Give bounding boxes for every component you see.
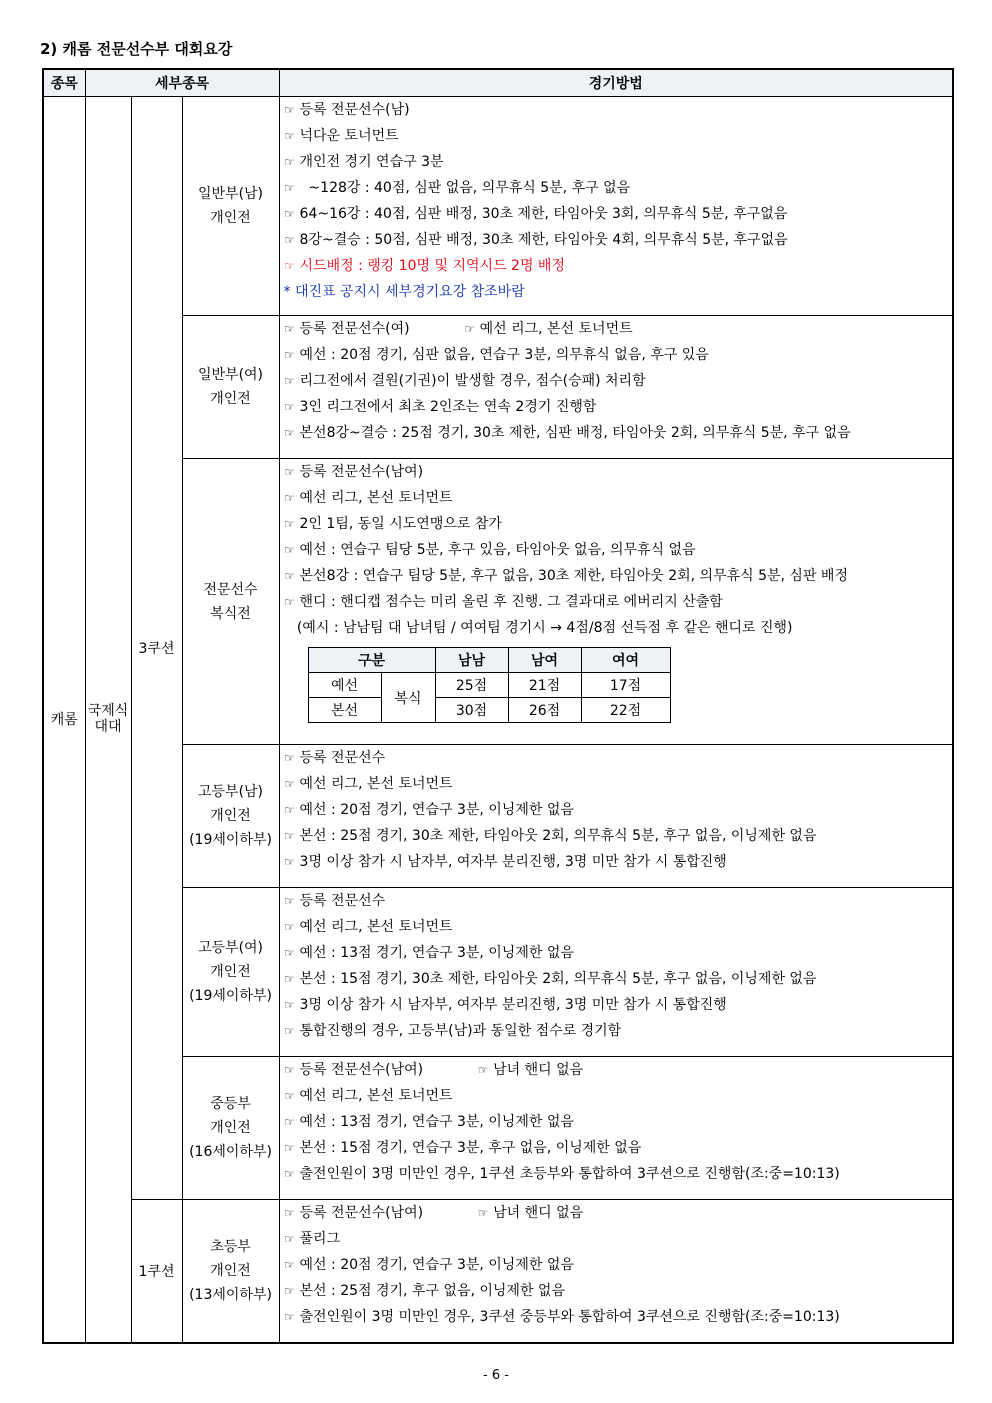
rule-text: 본선 : 25점 경기, 후구 없음, 이닝제한 없음 <box>299 1283 565 1299</box>
rules-cell <box>279 1057 953 1200</box>
rule-line <box>280 342 953 368</box>
rule-line <box>280 279 953 305</box>
rule-line <box>280 992 953 1018</box>
category-line: (13세이하부) <box>189 1286 272 1303</box>
handicap-value: 17점 <box>581 673 670 698</box>
pointer-hand-icon: ☞ <box>284 1115 295 1129</box>
pointer-hand-icon: ☞ <box>284 400 295 414</box>
pointer-hand-icon: ☞ <box>284 595 295 609</box>
pointer-hand-icon: ☞ <box>284 803 295 817</box>
pointer-hand-icon: ☞ <box>284 259 295 273</box>
rule-line <box>280 227 953 253</box>
pointer-hand-icon: ☞ <box>284 1232 295 1246</box>
handicap-header-cell: 구분 <box>308 648 435 673</box>
category-line: 개인전 <box>210 808 251 824</box>
pointer-hand-icon: ☞ <box>284 207 295 221</box>
pointer-hand-icon: ☞ <box>284 155 295 169</box>
pointer-hand-icon: ☞ <box>284 426 295 440</box>
category-cell <box>182 316 279 459</box>
pointer-hand-icon: ☞ <box>284 855 295 869</box>
rule-text: ~128강 : 40점, 심판 없음, 의무휴식 5분, 후구 없음 <box>299 180 631 196</box>
category-line: (19세이하부) <box>189 832 272 848</box>
rule-line <box>280 589 953 615</box>
pointer-hand-icon: ☞ <box>284 998 295 1012</box>
rule-line <box>280 1304 953 1330</box>
rule-line <box>280 849 953 875</box>
rule-line <box>280 459 953 485</box>
rule-row <box>43 97 953 316</box>
handicap-value: 25점 <box>435 673 508 698</box>
section-title: 2) 캐롬 전문선수부 대회요강 <box>40 40 233 58</box>
handicap-value: 21점 <box>508 673 581 698</box>
rule-text: 예선 : 20점 경기, 연습구 3분, 이닝제한 없음 <box>299 1257 574 1273</box>
rule-text: 예선 리그, 본선 토너먼트 <box>299 919 453 935</box>
handicap-row <box>308 673 670 698</box>
rule-text: 풀리그 <box>299 1231 341 1247</box>
rules-cell <box>279 459 953 745</box>
handicap-value: 26점 <box>508 698 581 723</box>
pointer-hand-icon: ☞ <box>284 1284 295 1298</box>
rule-text: 개인전 경기 연습구 3분 <box>299 154 444 170</box>
rule-line <box>280 537 953 563</box>
pointer-hand-icon: ☞ <box>284 1063 295 1077</box>
pointer-hand-icon: ☞ <box>284 103 295 117</box>
rule-text: 예선 리그, 본선 토너먼트 <box>299 490 453 506</box>
pointer-hand-icon: ☞ <box>284 569 295 583</box>
category-cell <box>182 888 279 1057</box>
rule-line <box>280 201 953 227</box>
rule-text: 본선8강~결승 : 25점 경기, 30초 제한, 심판 배정, 타임아웃 2회, 의무휴식 5분, 후구 없음 <box>299 425 851 441</box>
rule-text: * 대진표 공지시 세부경기요강 참조바람 <box>283 284 525 300</box>
category-line: 초등부 <box>210 1238 251 1255</box>
pointer-hand-icon: ☞ <box>284 751 295 765</box>
pointer-hand-icon: ☞ <box>284 894 295 908</box>
rule-text: 등록 전문선수(남여) <box>299 1062 424 1078</box>
pointer-hand-icon: ☞ <box>477 1063 489 1077</box>
rule-line <box>280 420 953 446</box>
rule-text: 본선 : 15점 경기, 연습구 3분, 후구 없음, 이닝제한 없음 <box>299 1140 642 1156</box>
rule-line <box>280 563 953 589</box>
pointer-hand-icon: ☞ <box>477 1206 489 1220</box>
rule-line <box>280 940 953 966</box>
pointer-hand-icon: ☞ <box>284 374 295 388</box>
rule-text: 예선 리그, 본선 토너먼트 <box>299 1088 453 1104</box>
rule-text: 예선 : 13점 경기, 연습구 3분, 이닝제한 없음 <box>299 1114 574 1130</box>
handicap-table <box>308 647 671 723</box>
page-number: - 6 - <box>483 1368 509 1383</box>
rule-text: 등록 전문선수(남여) <box>299 464 424 480</box>
rules-cell <box>279 888 953 1057</box>
rule-text: 통합진행의 경우, 고등부(남)과 동일한 점수로 경기함 <box>299 1023 622 1039</box>
rule-line <box>280 1057 953 1083</box>
rule-line <box>280 914 953 940</box>
category-line: 개인전 <box>210 1262 251 1279</box>
rule-line <box>280 511 953 537</box>
pointer-hand-icon: ☞ <box>284 829 295 843</box>
header-subevent: 세부종목 <box>85 69 279 97</box>
category-line: 개인전 <box>210 391 251 407</box>
rule-text: 넉다운 토너먼트 <box>299 128 399 144</box>
rule-line <box>280 1200 953 1226</box>
pointer-hand-icon: ☞ <box>284 1258 295 1272</box>
rule-line <box>280 1083 953 1109</box>
pointer-hand-icon: ☞ <box>284 1141 295 1155</box>
type-cell: 국제식 대대 <box>85 97 131 1343</box>
rule-line <box>280 797 953 823</box>
pointer-hand-icon: ☞ <box>284 1206 295 1220</box>
category-line: (19세이하부) <box>189 988 272 1004</box>
category-cell <box>182 1057 279 1200</box>
rule-line <box>280 966 953 992</box>
rule-text: 예선 : 20점 경기, 연습구 3분, 이닝제한 없음 <box>299 802 574 818</box>
pointer-hand-icon: ☞ <box>284 348 295 362</box>
pointer-hand-icon: ☞ <box>284 946 295 960</box>
rule-text: 8강~결승 : 50점, 심판 배정, 30초 제한, 타임아웃 4회, 의무휴식 5분, 후구없음 <box>299 232 788 248</box>
pointer-hand-icon: ☞ <box>284 322 295 336</box>
rule-text: 3명 이상 참가 시 남자부, 여자부 분리진행, 3명 미만 참가 시 통합진행 <box>299 854 727 870</box>
rule-text: 예선 리그, 본선 토너먼트 <box>299 776 453 792</box>
rule-line <box>280 771 953 797</box>
rule-line <box>280 253 953 279</box>
rule-text: 64~16강 : 40점, 심판 배정, 30초 제한, 타임아웃 3회, 의무휴식 5분, 후구없음 <box>299 206 788 222</box>
rule-row <box>43 1200 953 1343</box>
cushion-cell: 1쿠션 <box>131 1200 182 1343</box>
rule-line <box>280 1135 953 1161</box>
pointer-hand-icon: ☞ <box>284 1310 295 1324</box>
pointer-hand-icon: ☞ <box>284 777 295 791</box>
handicap-stage: 예선 <box>308 673 381 698</box>
rules-cell <box>279 97 953 316</box>
pointer-hand-icon: ☞ <box>284 233 295 247</box>
rule-text: 예선 : 20점 경기, 심판 없음, 연습구 3분, 의무휴식 없음, 후구 있음 <box>299 347 709 363</box>
rule-text: 등록 전문선수(남여) <box>299 1205 424 1221</box>
category-line: 일반부(남) <box>198 186 264 202</box>
category-line: 개인전 <box>210 1120 251 1136</box>
rule-text: 2인 1팀, 동일 시도연맹으로 참가 <box>299 516 502 532</box>
pointer-hand-icon: ☞ <box>284 1024 295 1038</box>
rule-line <box>280 1278 953 1304</box>
handicap-header-cell: 남남 <box>435 648 508 673</box>
rule-text: 예선 : 연습구 팀당 5분, 후구 있음, 타임아웃 없음, 의무휴식 없음 <box>299 542 696 558</box>
rule-text: 리그전에서 결원(기권)이 발생할 경우, 점수(승패) 처리함 <box>299 373 646 389</box>
rule-line <box>280 149 953 175</box>
category-line: 고등부(여) <box>198 940 264 956</box>
rule-line <box>280 97 953 123</box>
rule-text: 시드배정 : 랭킹 10명 및 지역시드 2명 배정 <box>299 258 565 274</box>
rule-line <box>280 823 953 849</box>
pointer-hand-icon: ☞ <box>284 920 295 934</box>
category-line: 전문선수 <box>203 581 258 598</box>
rule-line <box>280 1226 953 1252</box>
rules-table <box>42 68 954 1344</box>
rule-line <box>280 368 953 394</box>
handicap-stage: 본선 <box>308 698 381 723</box>
rule-text: 등록 전문선수(여) <box>299 321 410 337</box>
pointer-hand-icon: ☞ <box>284 181 295 195</box>
rule-extra-text: 남녀 핸디 없음 <box>493 1062 584 1078</box>
cushion-cell: 3쿠션 <box>131 97 182 1200</box>
rule-text: 출전인원이 3명 미만인 경우, 1쿠션 초등부와 통합하여 3쿠션으로 진행함(조:중=10:13) <box>299 1166 840 1182</box>
handicap-row <box>308 698 670 723</box>
pointer-hand-icon: ☞ <box>284 517 295 531</box>
rule-extra-text: 예선 리그, 본선 토너먼트 <box>479 321 633 337</box>
rules-cell <box>279 1200 953 1343</box>
rule-line <box>280 1109 953 1135</box>
rule-text: 3인 리그전에서 최초 2인조는 연속 2경기 진행함 <box>299 399 597 415</box>
rule-text: 본선 : 25점 경기, 30초 제한, 타임아웃 2회, 의무휴식 5분, 후구 없음, 이닝제한 없음 <box>299 828 817 844</box>
rule-line <box>280 745 953 771</box>
rule-text: 등록 전문선수(남) <box>299 102 410 118</box>
rule-text: (예시 : 남남팀 대 남녀팀 / 여여팀 경기시 → 4점/8점 선득점 후 같은 핸디로 진행) <box>283 620 793 636</box>
rule-text: 본선 : 15점 경기, 30초 제한, 타임아웃 2회, 의무휴식 5분, 후구 없음, 이닝제한 없음 <box>299 971 817 987</box>
pointer-hand-icon: ☞ <box>464 322 475 336</box>
category-line: 고등부(남) <box>198 784 264 800</box>
rule-line <box>280 1161 953 1187</box>
rule-text: 3명 이상 참가 시 남자부, 여자부 분리진행, 3명 미만 참가 시 통합진행 <box>299 997 727 1013</box>
category-cell <box>182 459 279 745</box>
rule-line <box>280 316 953 342</box>
rule-text: 예선 : 13점 경기, 연습구 3분, 이닝제한 없음 <box>299 945 574 961</box>
category-line: (16세이하부) <box>189 1144 272 1160</box>
rule-text: 본선8강 : 연습구 팀당 5분, 후구 없음, 30초 제한, 타임아웃 2회, 의무휴식 5분, 심판 배정 <box>299 568 848 584</box>
event-cell: 캐롬 <box>43 97 85 1343</box>
pointer-hand-icon: ☞ <box>284 543 295 557</box>
handicap-value: 30점 <box>435 698 508 723</box>
header-event: 종목 <box>43 69 85 97</box>
pointer-hand-icon: ☞ <box>284 1089 295 1103</box>
rule-line <box>280 1018 953 1044</box>
rule-line <box>280 615 953 641</box>
category-cell <box>182 1200 279 1343</box>
pointer-hand-icon: ☞ <box>284 972 295 986</box>
pointer-hand-icon: ☞ <box>284 129 295 143</box>
category-cell <box>182 97 279 316</box>
rule-text: 등록 전문선수 <box>299 750 386 766</box>
handicap-header-row <box>308 648 670 673</box>
category-cell <box>182 745 279 888</box>
category-line: 일반부(여) <box>198 367 264 383</box>
pointer-hand-icon: ☞ <box>284 465 295 479</box>
rule-text: 핸디 : 핸디캡 점수는 미리 올린 후 진행. 그 결과대로 에버리지 산출함 <box>299 594 723 610</box>
handicap-header-cell: 남여 <box>508 648 581 673</box>
rule-line <box>280 1252 953 1278</box>
rules-cell <box>279 316 953 459</box>
handicap-header-cell: 여여 <box>581 648 670 673</box>
category-line: 복식전 <box>210 605 251 622</box>
handicap-value: 22점 <box>581 698 670 723</box>
header-method: 경기방법 <box>279 69 953 97</box>
rule-line <box>280 888 953 914</box>
pointer-hand-icon: ☞ <box>284 491 295 505</box>
category-line: 개인전 <box>210 210 251 226</box>
category-line: 중등부 <box>210 1096 251 1112</box>
rule-text: 출전인원이 3명 미만인 경우, 3쿠션 중등부와 통합하여 3쿠션으로 진행함(조:중=10:13) <box>299 1309 840 1325</box>
rule-text: 등록 전문선수 <box>299 893 386 909</box>
rule-extra-text: 남녀 핸디 없음 <box>493 1205 584 1221</box>
rule-line <box>280 394 953 420</box>
pointer-hand-icon: ☞ <box>284 1167 295 1181</box>
handicap-merged: 복식 <box>381 673 435 723</box>
rule-line <box>280 123 953 149</box>
rule-line <box>280 175 953 201</box>
rule-line <box>280 485 953 511</box>
category-line: 개인전 <box>210 964 251 980</box>
rules-cell <box>279 745 953 888</box>
